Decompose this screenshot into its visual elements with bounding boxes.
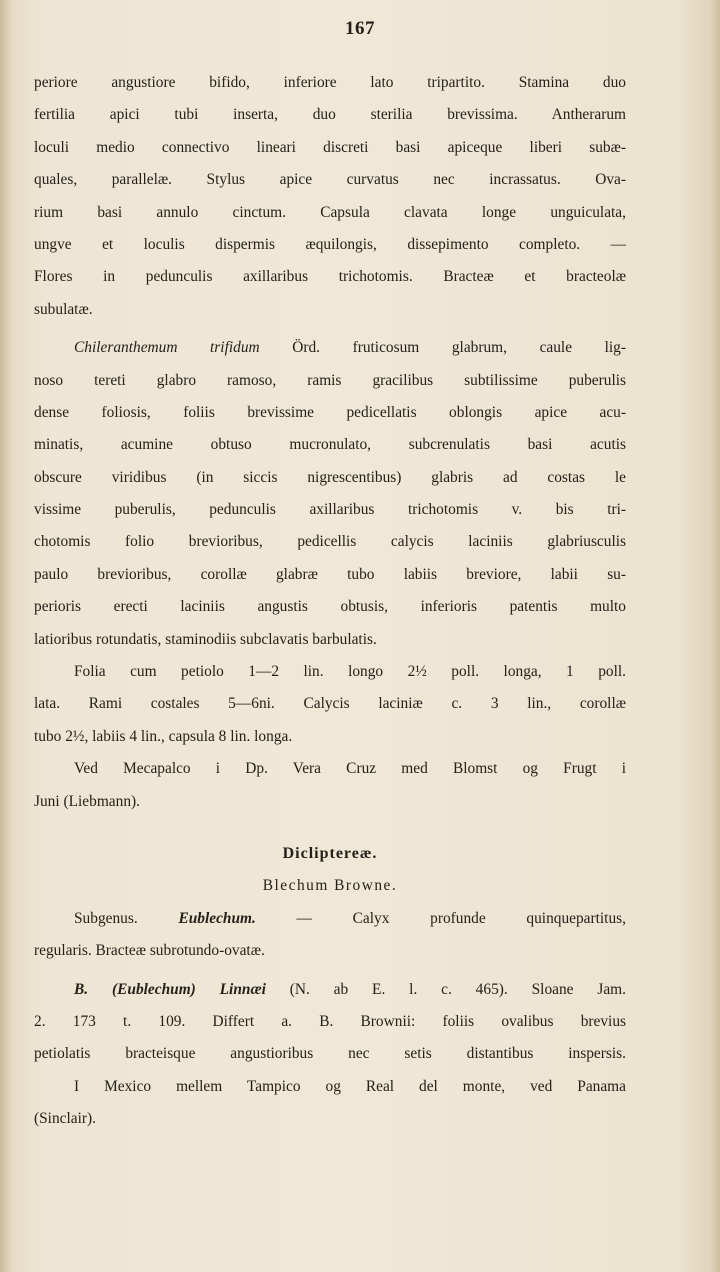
text-line: latioribus rotundatis, staminodiis subclavatis barbulatis. xyxy=(34,630,377,648)
text-line: perioris erecti laciniis angustis obtusis, inferioris patentis multo xyxy=(34,598,626,616)
text-line: loculi medio connectivo lineari discreti basi apiceque liberi subæ- xyxy=(34,138,626,156)
text-span: Örd. fruticosum glabrum, caule lig- xyxy=(259,339,626,357)
genus-heading: Blechum Browne. xyxy=(262,877,398,895)
paragraph-chileranthemum xyxy=(34,337,626,661)
text-span: — Calyx profunde quinquepartitus, xyxy=(255,909,626,927)
text-line: dense foliosis, foliis brevissime pedicellatis oblongis apice acu- xyxy=(34,403,626,421)
text-line xyxy=(34,979,626,1011)
page-edge-left xyxy=(0,0,12,1272)
text-line: noso tereti glabro ramoso, ramis gracilibus subtilissime puberulis xyxy=(34,371,626,389)
text-line: subulatæ. xyxy=(34,300,93,318)
paragraph-measurements xyxy=(34,661,626,758)
subgenus-name: Eublechum. xyxy=(178,909,256,927)
text-line: Juni (Liebmann). xyxy=(34,792,140,810)
text-line xyxy=(34,337,626,369)
text-line: I Mexico mellem Tampico og Real del monte, ved Panama xyxy=(74,1077,626,1095)
text-line: fertilia apici tubi inserta, duo sterilia brevissima. Antherarum xyxy=(34,106,626,124)
text-line: 2. 173 t. 109. Differt a. B. Brownii: foliis ovalibus brevius xyxy=(34,1012,626,1030)
paragraph-locality-mecapalco xyxy=(34,758,626,823)
text-line: chotomis folio brevioribus, pedicellis calycis laciniis glabriusculis xyxy=(34,533,626,551)
text-line: Ved Mecapalco i Dp. Vera Cruz med Blomst og Frugt i xyxy=(74,760,626,778)
text-line: rium basi annulo cinctum. Capsula clavata longe unguiculata, xyxy=(34,203,626,221)
text-line: vissime puberulis, pedunculis axillaribus trichotomis v. bis tri- xyxy=(34,501,626,519)
text-line: obscure viridibus (in siccis nigrescentibus) glabris ad costas le xyxy=(34,468,626,486)
subgenus-label: Subgenus. xyxy=(74,909,138,927)
page-number: 167 xyxy=(345,18,375,39)
text-line: regularis. Bracteæ subrotundo-ovatæ. xyxy=(34,942,265,960)
species-name: (Eublechum) Linnæi xyxy=(112,980,266,998)
text-line xyxy=(34,908,626,940)
text-line: Folia cum petiolo 1—2 lin. longo 2½ poll. longa, 1 poll. xyxy=(74,663,626,681)
text-line: periore angustiore bifido, inferiore lato tripartito. Stamina duo xyxy=(34,74,626,91)
text-span: (N. ab E. l. c. 465). Sloane Jam. xyxy=(265,980,626,998)
text-line: quales, parallelæ. Stylus apice curvatus nec incrassatus. Ova- xyxy=(34,171,626,189)
text-line: minatis, acumine obtuso mucronulato, subcrenulatis basi acutis xyxy=(34,436,626,454)
page-edge-right xyxy=(710,0,720,1272)
species-name: Chileranthemum trifidum xyxy=(74,339,260,357)
text-line: ungve et loculis dispermis æquilongis, dissepimento completo. — xyxy=(34,235,626,253)
text-line: paulo brevioribus, corollæ glabræ tubo labiis breviore, labii su- xyxy=(34,565,626,583)
paragraph-subgenus xyxy=(34,908,626,973)
paragraph-species xyxy=(34,979,626,1076)
text-line: petiolatis bracteisque angustioribus nec setis distantibus inspersis. xyxy=(34,1045,626,1063)
page-text xyxy=(34,72,626,1141)
genus-abbrev: B. xyxy=(74,980,89,998)
paragraph-locality-mexico xyxy=(34,1076,626,1141)
text-line: lata. Rami costales 5—6ni. Calycis laciniæ c. 3 lin., corollæ xyxy=(34,695,626,713)
paragraph-description xyxy=(34,72,626,331)
text-line: tubo 2½, labiis 4 lin., capsula 8 lin. longa. xyxy=(34,727,293,745)
section-heading: Dicliptereæ. xyxy=(282,844,378,862)
text-line: (Sinclair). xyxy=(34,1110,96,1128)
text-line: Flores in pedunculis axillaribus trichotomis. Bracteæ et bracteolæ xyxy=(34,268,626,286)
